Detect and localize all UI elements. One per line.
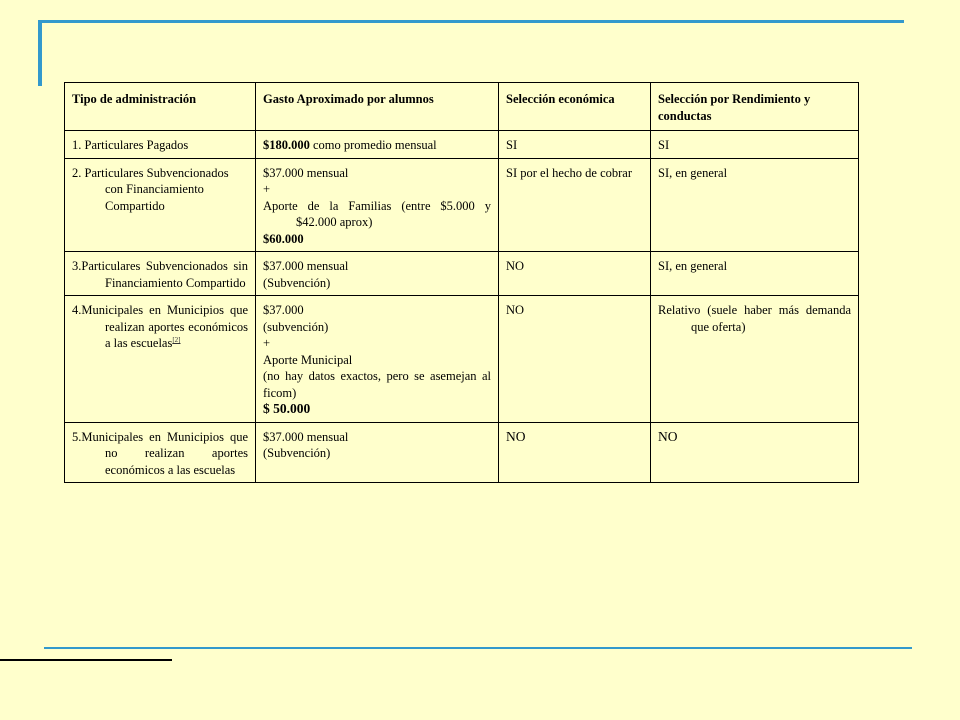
gasto-line: $37.000 [263,303,304,317]
cell-gasto [256,158,499,252]
cell-gasto [256,422,499,483]
table-row [65,131,859,159]
footnote-separator [0,659,172,661]
cell-tipo [65,158,256,252]
table-header-row [65,83,859,131]
cell-seleccion: NO [499,252,651,296]
left-accent-bar [38,20,42,86]
table-row [65,158,859,252]
cell-seleccion [499,158,651,252]
gasto-line: Aporte de la Familias (entre $5.000 y $42.000 aprox) [263,198,491,229]
header-gasto: Gasto Aproximado por alumnos [256,83,499,131]
tipo-text: 3.Particulares Subvencionados sin Financiamiento Compartido [72,259,248,290]
bottom-accent-line [44,647,912,649]
cell-seleccion: NO [499,422,651,483]
gasto-line: (Subvención) [263,446,331,460]
table-row [65,422,859,483]
header-rendimiento: Selección por Rendimiento y conductas [651,83,859,131]
cell-gasto [256,252,499,296]
gasto-line: $37.000 mensual [263,259,349,273]
table-row [65,252,859,296]
cell-rendimiento [651,296,859,423]
cell-tipo: 1. Particulares Pagados [65,131,256,159]
tipo-text: 5.Municipales en Municipios que no realizan aportes económicos a las escuelas [72,429,248,477]
cell-tipo [65,296,256,423]
gasto-description: como promedio mensual [309,138,437,152]
cell-seleccion: NO [499,296,651,423]
tipo-text: 2. Particulares Subvencionados con Financiamiento Compartido [72,165,229,213]
gasto-line: $37.000 mensual [263,429,349,444]
cell-rendimiento: SI, en general [651,158,859,252]
gasto-line: + [263,336,271,350]
header-tipo: Tipo de administración [65,83,256,131]
cell-tipo [65,252,256,296]
tipo-text [72,302,248,352]
cell-rendimiento: SI [651,131,859,159]
gasto-amount: $180.000 [263,138,310,152]
cell-rendimiento: SI, en general [651,252,859,296]
table-row [65,296,859,423]
header-seleccion: Selección económica [499,83,651,131]
top-accent-line [40,20,904,23]
administration-table [64,82,859,483]
cell-rendimiento: NO [651,422,859,483]
gasto-line: (subvención) [263,319,329,334]
rendimiento-text: Relativo (suele haber más demanda que oferta) [658,303,851,334]
cell-gasto [256,296,499,423]
gasto-line: + [263,182,271,196]
gasto-total: $60.000 [263,231,304,246]
cell-tipo [65,422,256,483]
cell-gasto [256,131,499,159]
gasto-line: Aporte Municipal [263,352,353,367]
gasto-line: (Subvención) [263,275,331,290]
tipo-label: 4.Municipales en Municipios que realizan aportes económicos a las escuelas [72,303,248,350]
seleccion-text: SI por el hecho de cobrar [506,165,632,180]
cell-seleccion: SI [499,131,651,159]
gasto-line: $37.000 mensual [263,165,349,180]
footnote-ref-link[interactable]: [2] [172,335,181,344]
gasto-line: (no hay datos exactos, pero se asemejan al ficom) [263,369,491,400]
gasto-total: $ 50.000 [263,401,311,416]
